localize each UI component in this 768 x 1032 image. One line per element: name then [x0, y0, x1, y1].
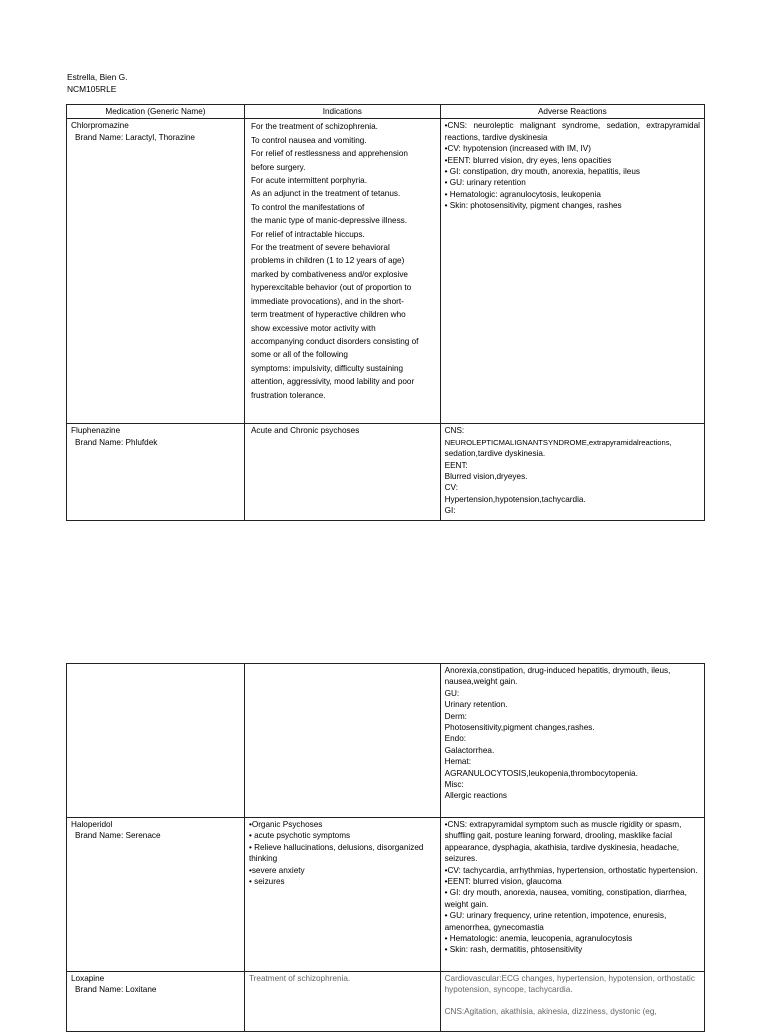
adverse-line: GI: [444, 506, 456, 516]
brand-name: Brand Name: Serenace [75, 831, 161, 841]
indication-line: attention, aggressivity, mood lability and poor [250, 377, 415, 387]
adverse-line: • GI: dry mouth, anorexia, nausea, vomiting, constipation, diarrhea, weight gain. [444, 888, 687, 909]
adverse-line: Urinary retention. [444, 700, 508, 710]
adverse-line: Derm: [444, 711, 467, 721]
adverse-line: •CV: tachycardia, arrhythmias, hypertension, orthostatic hypertension. [444, 865, 698, 875]
adverse-reactions-cell [440, 818, 704, 972]
table-header-row [67, 105, 705, 119]
medication-cell [67, 818, 245, 972]
adverse-line: Photosensitivity,pigment changes,rashes. [444, 723, 595, 733]
adverse-line: • GU: urinary retention [444, 178, 526, 188]
adverse-line: •EENT: blurred vision, glaucoma [444, 877, 562, 887]
indication-line: immediate provocations), and in the short- [250, 296, 404, 306]
adverse-reactions-cell [440, 424, 704, 520]
indication-line: As an adjunct in the treatment of tetanus. [250, 189, 401, 199]
table-row-chlorpromazine [67, 119, 705, 424]
adverse-line: CV: [444, 483, 458, 493]
adverse-line: •CV: hypotension (increased with IM, IV) [444, 144, 591, 154]
generic-name: Chlorpromazine [71, 121, 129, 131]
adverse-line: NEUROLEPTICMALIGNANTSYNDROME,extrapyramidalreactions, [444, 437, 672, 447]
indication-line: hyperexcitable behavior (out of proportion to [250, 283, 412, 293]
adverse-line: Allergic reactions [444, 791, 507, 801]
medication-cell [67, 119, 245, 424]
indication-line: For the treatment of severe behavioral [250, 243, 390, 253]
adverse-line: CNS: [444, 426, 465, 436]
brand-name: Brand Name: Loxitane [75, 985, 157, 995]
adverse-line: •EENT: blurred vision, dry eyes, lens opacities [444, 155, 612, 165]
adverse-line: Blurred vision,dryeyes. [444, 472, 528, 482]
generic-name: Fluphenazine [71, 426, 121, 436]
adverse-line: • Skin: photosensitivity, pigment changes, rashes [444, 201, 622, 211]
generic-name: Loxapine [71, 974, 105, 983]
author-name: Estrella, Bien G. [67, 72, 128, 82]
medication-table-bottom [66, 663, 705, 1032]
adverse-line: Hemat: [444, 757, 472, 767]
adverse-line: • Hematologic: anemia, leucopenia, agranulocytosis [444, 934, 633, 944]
indication-line: the manic type of manic-depressive illness. [250, 216, 408, 226]
adverse-line: Hypertension,hypotension,tachycardia. [444, 494, 586, 504]
adverse-line: GU: [444, 688, 460, 698]
table-row-continued [67, 664, 705, 818]
brand-name: Brand Name: Phlufdek [75, 437, 158, 447]
indication-line: show excessive motor activity with [250, 323, 376, 333]
table-row-loxapine [67, 972, 705, 1032]
indication-line: • Relieve hallucinations, delusions, disorganized thinking [248, 842, 424, 864]
medication-table-top [66, 104, 705, 521]
adverse-line: • GU: urinary frequency, urine retention, impotence, enuresis, amenorrhea, gynecomastia [444, 911, 667, 932]
table-row-haloperidol [67, 818, 705, 972]
generic-name: Haloperidol [71, 820, 113, 829]
indication-line: frustration tolerance. [250, 390, 326, 400]
indication-line: accompanying conduct disorders consisting of [250, 336, 419, 346]
indication-line: symptoms: impulsivity, difficulty sustaining [250, 363, 404, 373]
adverse-line: •CNS: extrapyramidal symptom such as muscle rigidity or spasm, shuffling gait, posture leaning forward, drooling, masklike facial appearance, dysphagia, akathisia, tardive dyskinesia, headache, seizures. [444, 820, 682, 864]
indication-line: • acute psychotic symptoms [248, 831, 351, 841]
adverse-line: EENT: [444, 460, 468, 470]
course-code: NCM105RLE [67, 84, 117, 94]
indications-cell [244, 664, 440, 818]
indications-cell [244, 972, 440, 1032]
indications-cell [244, 119, 440, 424]
medication-cell [67, 424, 245, 520]
indication-line: •Organic Psychoses [248, 820, 323, 829]
indication-line: To control the manifestations of [250, 202, 365, 212]
adverse-line: • Skin: rash, dermatitis, phtosensitivity [444, 945, 583, 955]
indication-line: marked by combativeness and/or explosive [250, 269, 408, 279]
indication-line: • seizures [248, 877, 285, 887]
indication-line: For relief of restlessness and apprehension [250, 149, 408, 159]
indication-line: before surgery. [250, 162, 306, 172]
indication-line: For the treatment of schizophrenia. [250, 122, 378, 132]
adverse-line [445, 996, 700, 1006]
header-indications: Indications [244, 105, 440, 119]
indication-line: •severe anxiety [248, 865, 305, 875]
adverse-line: • GI: constipation, dry mouth, anorexia, hepatitis, ileus [444, 167, 640, 177]
adverse-line: • Hematologic: agranulocytosis, leukopenia [444, 189, 601, 199]
adverse-line: Misc: [444, 780, 464, 790]
indication-line: term treatment of hyperactive children who [250, 310, 406, 320]
indications-cell [244, 424, 440, 520]
brand-name: Brand Name: Laractyl, Thorazine [75, 132, 195, 142]
adverse-line: Galactorrhea. [444, 745, 495, 755]
adverse-line: sedation,tardive dyskinesia. [444, 449, 546, 459]
medication-cell [67, 664, 245, 818]
indication-line: For relief of intractable hiccups. [250, 229, 365, 239]
adverse-line: •CNS: neuroleptic malignant syndrome, sedation, extrapyramidal reactions, tardive dyskinesia [444, 121, 700, 142]
adverse-line: CNS:Agitation, akathisia, akinesia, dizziness, dystonic (eg, [444, 1006, 657, 1016]
adverse-reactions-cell [440, 972, 704, 1032]
author-block [67, 71, 128, 95]
indication-line: some or all of the following [250, 350, 348, 360]
adverse-line: Endo: [444, 734, 467, 744]
indication-line: For acute intermittent porphyria. [250, 176, 368, 186]
table-row-fluphenazine [67, 424, 705, 520]
header-medication: Medication (Generic Name) [67, 105, 245, 119]
adverse-line: Anorexia,constipation, drug-induced hepatitis, drymouth, ileus, nausea,weight gain. [444, 666, 671, 687]
indication-line: problems in children (1 to 12 years of age) [250, 256, 405, 266]
indication-line: Treatment of schizophrenia. [248, 974, 351, 983]
adverse-reactions-cell [440, 119, 704, 424]
indication-line: Acute and Chronic psychoses [250, 426, 360, 436]
medication-cell [67, 972, 245, 1032]
adverse-line: Cardiovascular:ECG changes, hypertension, hypotension, orthostatic hypotension, syncope, tachycardia. [444, 974, 695, 995]
indications-cell [244, 818, 440, 972]
header-adverse-reactions: Adverse Reactions [440, 105, 704, 119]
indication-line: To control nausea and vomiting. [250, 135, 367, 145]
adverse-reactions-cell [440, 664, 704, 818]
adverse-line: AGRANULOCYTOSIS,leukopenia,thrombocytopenia. [444, 768, 638, 778]
